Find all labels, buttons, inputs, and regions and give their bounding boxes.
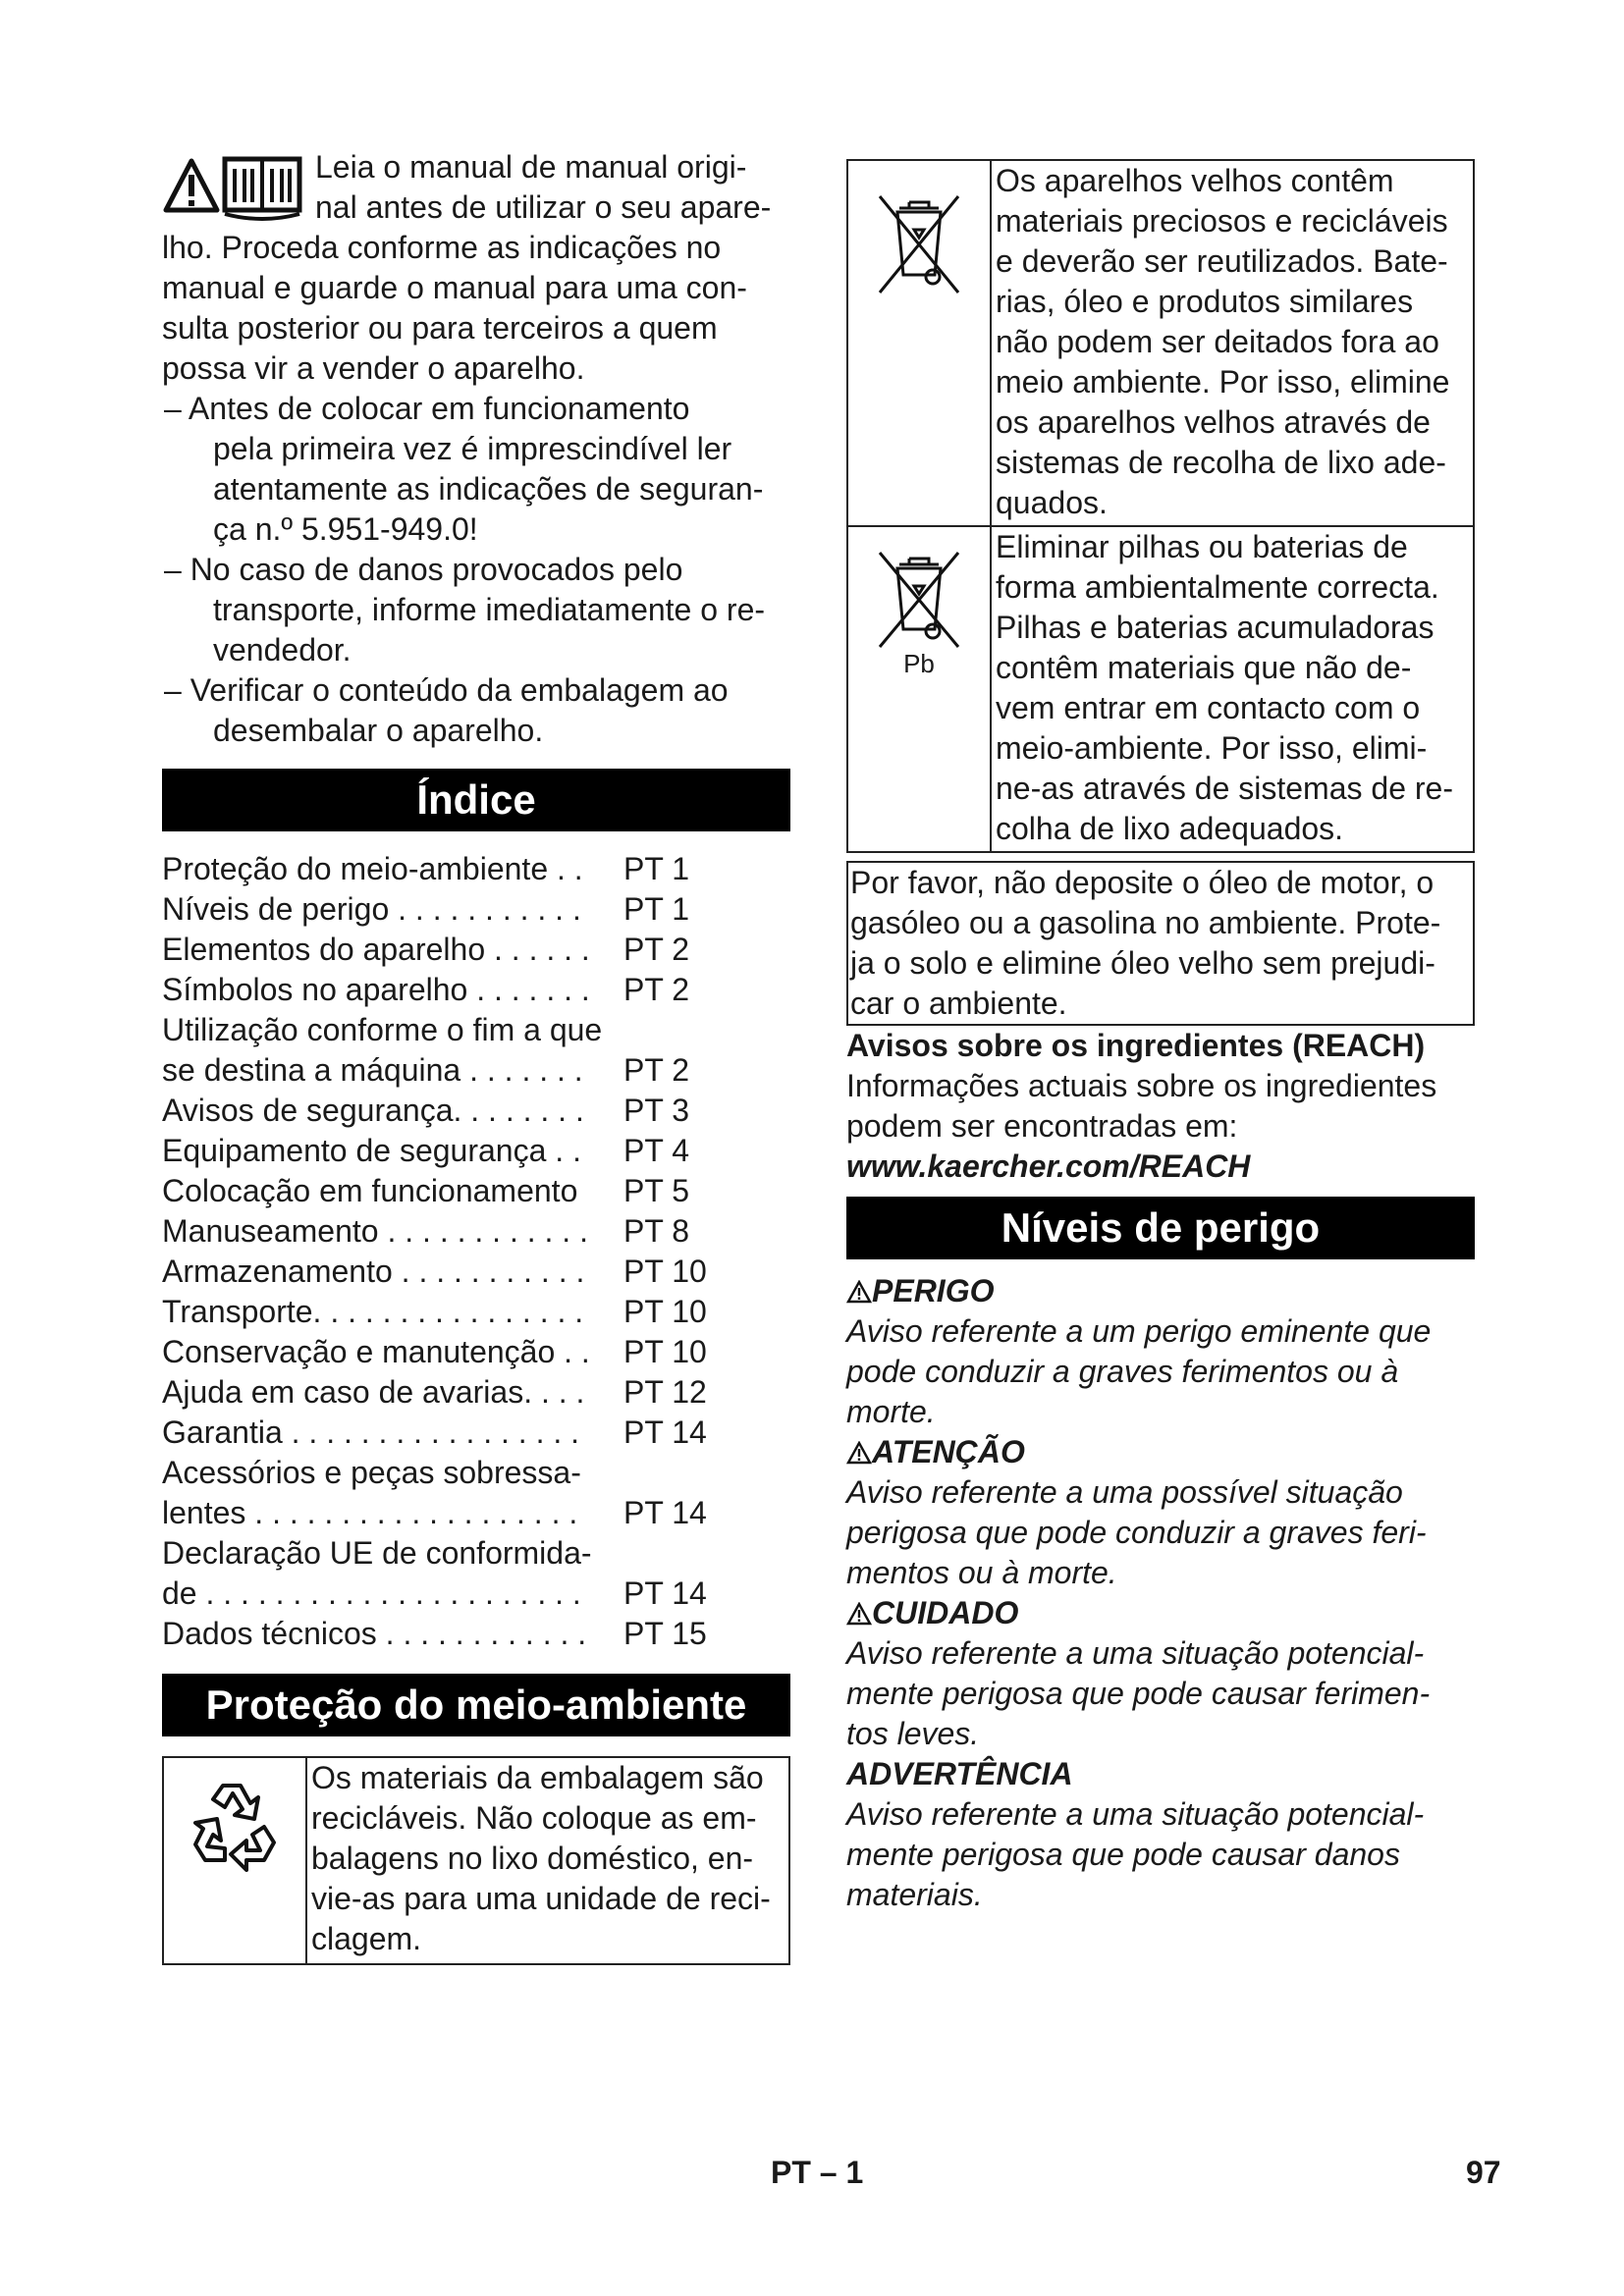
bullet-line: pela primeira vez é imprescindível ler xyxy=(213,431,732,466)
intro-icons xyxy=(162,155,309,224)
intro-line: Leia o manual de manual origi- xyxy=(315,149,747,185)
hazard-level-line: Aviso referente a um perigo eminente que xyxy=(846,1313,1432,1349)
warning-triangle-icon xyxy=(846,1280,872,1304)
toc-title: Equipamento de segurança . . xyxy=(162,1133,581,1168)
indice-heading: Índice xyxy=(162,769,790,831)
toc-entry[interactable] xyxy=(162,1010,790,1050)
toc-entry[interactable] xyxy=(162,1050,790,1091)
bullet-item xyxy=(162,389,790,550)
packaging-line: balagens no lixo doméstico, en- xyxy=(311,1841,754,1876)
bin-icon-cell xyxy=(848,161,992,525)
toc-title: Garantia . . . . . . . . . . . . . . . . . xyxy=(162,1415,580,1450)
hazard-level-name: ATENÇÃO xyxy=(872,1434,1025,1469)
toc-title: Proteção do meio-ambiente . . xyxy=(162,851,583,886)
hazard-level-line: morte. xyxy=(846,1394,936,1429)
hazard-level-line: Aviso referente a uma possível situação xyxy=(846,1474,1403,1510)
toc-entry[interactable] xyxy=(162,1091,790,1131)
bullet-line: – No caso de danos provocados pelo xyxy=(164,552,683,587)
hazard-level-line: Aviso referente a uma situação potencial- xyxy=(846,1796,1425,1832)
hazard-level-title xyxy=(846,1271,1475,1311)
toc-title: Colocação em funcionamento xyxy=(162,1173,578,1208)
toc-title: Níveis de perigo . . . . . . . . . . . xyxy=(162,891,581,927)
intro xyxy=(162,147,790,751)
page-number: 97 xyxy=(1466,2155,1501,2190)
batteries-line: contêm materiais que não de- xyxy=(996,650,1412,685)
oil-line: car o ambiente. xyxy=(850,986,1067,1021)
toc-page: PT 2 xyxy=(623,972,689,1007)
hazard-level-line: mente perigosa que pode causar ferimen- xyxy=(846,1676,1431,1711)
toc-entry[interactable] xyxy=(162,1131,790,1171)
hazard-level-line: materiais. xyxy=(846,1877,983,1912)
old-devices-line: os aparelhos velhos através de xyxy=(996,404,1431,440)
old-devices-line: materiais preciosos e recicláveis xyxy=(996,203,1448,239)
toc-title: Conservação e manutenção . . xyxy=(162,1334,590,1369)
packaging-line: Os materiais da embalagem são xyxy=(311,1760,764,1795)
toc-page: PT 8 xyxy=(623,1213,689,1249)
toc-entry[interactable] xyxy=(162,1211,790,1252)
oil-line: gasóleo ou a gasolina no ambiente. Prote- xyxy=(850,905,1441,940)
hazard-levels xyxy=(846,1271,1475,1915)
hazard-level-line: perigosa que pode conduzir a graves feri- xyxy=(846,1515,1427,1550)
batteries-line: forma ambientalmente correcta. xyxy=(996,569,1439,605)
hazard-level-title xyxy=(846,1593,1475,1633)
bullet-line: – Verificar o conteúdo da embalagem ao xyxy=(164,672,729,708)
packaging-line: vie-as para uma unidade de reci- xyxy=(311,1881,771,1916)
toc-entry[interactable] xyxy=(162,1614,790,1654)
toc-title: Elementos do aparelho . . . . . . xyxy=(162,932,590,967)
toc-title: Avisos de segurança. . . . . . . . xyxy=(162,1093,584,1128)
reach-line: podem ser encontradas em: xyxy=(846,1108,1238,1144)
hazard-level-name: PERIGO xyxy=(872,1273,995,1308)
toc-title: Transporte. . . . . . . . . . . . . . . . xyxy=(162,1294,584,1329)
batteries-line: meio-ambiente. Por isso, elimi- xyxy=(996,730,1428,766)
bullet-line: atentamente as indicações de seguran- xyxy=(213,471,764,507)
packaging-line: recicláveis. Não coloque as em- xyxy=(311,1800,757,1836)
old-devices-line: não podem ser deitados fora ao xyxy=(996,324,1439,359)
toc-page: PT 10 xyxy=(623,1294,707,1329)
packaging-box xyxy=(162,1756,790,1965)
bullet-line: transporte, informe imediatamente o re- xyxy=(213,592,766,627)
toc-page: PT 14 xyxy=(623,1495,707,1530)
toc-entry[interactable] xyxy=(162,1413,790,1453)
toc-entry[interactable] xyxy=(162,1332,790,1372)
hazard-level-title xyxy=(846,1432,1475,1472)
recycle-icon xyxy=(186,1776,284,1874)
toc-title: de . . . . . . . . . . . . . . . . . . . . . . xyxy=(162,1575,581,1611)
hazard-level-title xyxy=(846,1754,1475,1794)
hazard-level-line: Aviso referente a uma situação potencial- xyxy=(846,1635,1425,1671)
intro-line: nal antes de utilizar o seu apare- xyxy=(315,189,772,225)
toc-page: PT 10 xyxy=(623,1334,707,1369)
warning-triangle-icon xyxy=(846,1441,872,1465)
toc-page: PT 1 xyxy=(623,891,689,927)
disposal-table xyxy=(846,159,1475,853)
recycle-icon-cell xyxy=(164,1758,307,1963)
bullet-item xyxy=(162,550,790,670)
toc-entry[interactable] xyxy=(162,889,790,930)
toc-title: Utilização conforme o fim a que xyxy=(162,1012,603,1047)
toc-title: Armazenamento . . . . . . . . . . . xyxy=(162,1254,585,1289)
toc-page: PT 5 xyxy=(623,1173,689,1208)
warning-triangle-icon xyxy=(846,1602,872,1626)
toc-page: PT 1 xyxy=(623,851,689,886)
toc-entry[interactable] xyxy=(162,1292,790,1332)
toc-entry[interactable] xyxy=(162,1533,790,1574)
toc-entry[interactable] xyxy=(162,930,790,970)
footer-section xyxy=(771,2155,863,2191)
right-column xyxy=(846,159,1475,1915)
toc-page: PT 2 xyxy=(623,1052,689,1088)
oil-line: Por favor, não deposite o óleo de motor, o xyxy=(850,865,1435,900)
toc-page: PT 15 xyxy=(623,1616,707,1651)
protecao-heading: Proteção do meio-ambiente xyxy=(162,1674,790,1736)
intro-line: sulta posterior ou para terceiros a quem xyxy=(162,310,718,346)
batteries-line: Pilhas e baterias acumuladoras xyxy=(996,610,1435,645)
old-devices-text xyxy=(992,161,1473,525)
batteries-line: ne-as através de sistemas de re- xyxy=(996,771,1453,806)
toc-entry[interactable] xyxy=(162,849,790,889)
toc-title: Símbolos no aparelho . . . . . . . xyxy=(162,972,590,1007)
old-devices-line: Os aparelhos velhos contêm xyxy=(996,163,1394,198)
bullet-line: – Antes de colocar em funcionamento xyxy=(164,391,690,426)
old-devices-line: rias, óleo e produtos similares xyxy=(996,284,1414,319)
toc-page: PT 4 xyxy=(623,1133,689,1168)
toc-entry[interactable] xyxy=(162,1372,790,1413)
bullet-line: desembalar o aparelho. xyxy=(213,713,544,748)
bullet-line: ça n.º 5.951-949.0! xyxy=(213,511,478,547)
hazard-level-line: mentos ou à morte. xyxy=(846,1555,1117,1590)
old-devices-line: meio ambiente. Por isso, elimine xyxy=(996,364,1450,400)
bullet-line: vendedor. xyxy=(213,632,352,667)
oil-notice-box xyxy=(846,861,1475,1026)
hazard-level-line: pode conduzir a graves ferimentos ou à xyxy=(846,1354,1399,1389)
toc-title: lentes . . . . . . . . . . . . . . . . . . . xyxy=(162,1495,578,1530)
crossed-battery-bin-icon xyxy=(870,551,968,649)
toc-entry[interactable] xyxy=(162,1171,790,1211)
niveis-heading: Níveis de perigo xyxy=(846,1197,1475,1259)
footer-section-code: PT xyxy=(771,2155,811,2190)
intro-line: manual e guarde o manual para uma con- xyxy=(162,270,747,305)
reach-text xyxy=(846,1066,1475,1147)
intro-line: possa vir a vender o aparelho. xyxy=(162,350,585,386)
packaging-line: clagem. xyxy=(311,1921,422,1956)
intro-bullets xyxy=(162,389,790,751)
reach-title: Avisos sobre os ingredientes (REACH) xyxy=(846,1028,1426,1063)
left-column xyxy=(162,147,790,1965)
old-devices-line: e deverão ser reutilizados. Bate- xyxy=(996,243,1448,279)
toc-entry[interactable] xyxy=(162,1252,790,1292)
hazard-level-line: mente perigosa que pode causar danos xyxy=(846,1837,1400,1872)
hazard-level-name: CUIDADO xyxy=(872,1595,1019,1630)
toc-entry[interactable] xyxy=(162,970,790,1010)
oil-line: ja o solo e elimine óleo velho sem prejudi- xyxy=(850,945,1435,981)
battery-bin-icon-cell xyxy=(848,527,992,851)
toc-page: PT 14 xyxy=(623,1415,707,1450)
reach-line: Informações actuais sobre os ingredientes xyxy=(846,1068,1437,1103)
table-of-contents xyxy=(162,849,790,1654)
toc-title: Declaração UE de conformida- xyxy=(162,1535,592,1571)
toc-page: PT 10 xyxy=(623,1254,707,1289)
old-devices-row xyxy=(848,161,1473,525)
toc-title: Manuseamento . . . . . . . . . . . . xyxy=(162,1213,588,1249)
reach-url[interactable]: www.kaercher.com/REACH xyxy=(846,1148,1251,1184)
batteries-line: Eliminar pilhas ou baterias de xyxy=(996,529,1408,564)
batteries-row xyxy=(848,525,1473,851)
hazard-level-name: ADVERTÊNCIA xyxy=(846,1756,1073,1791)
footer-sep: – 1 xyxy=(819,2155,864,2190)
crossed-bin-icon xyxy=(870,190,968,298)
batteries-text xyxy=(992,527,1473,851)
pb-label: Pb xyxy=(903,649,935,678)
toc-entry[interactable] xyxy=(162,1493,790,1533)
toc-entry[interactable] xyxy=(162,1574,790,1614)
packaging-text xyxy=(307,1758,788,1963)
toc-entry[interactable] xyxy=(162,1453,790,1493)
toc-page: PT 2 xyxy=(623,932,689,967)
toc-title: se destina a máquina . . . . . . . xyxy=(162,1052,583,1088)
bullet-item xyxy=(162,670,790,751)
warning-manual-icon xyxy=(162,155,309,224)
toc-page: PT 12 xyxy=(623,1374,707,1410)
hazard-level-line: tos leves. xyxy=(846,1716,980,1751)
toc-title: Acessórios e peças sobressa- xyxy=(162,1455,581,1490)
old-devices-line: sistemas de recolha de lixo ade- xyxy=(996,445,1446,480)
batteries-line: colha de lixo adequados. xyxy=(996,811,1344,846)
toc-page: PT 3 xyxy=(623,1093,689,1128)
intro-line: lho. Proceda conforme as indicações no xyxy=(162,230,722,265)
batteries-line: vem entrar em contacto com o xyxy=(996,690,1421,725)
toc-title: Ajuda em caso de avarias. . . . xyxy=(162,1374,585,1410)
toc-title: Dados técnicos . . . . . . . . . . . . xyxy=(162,1616,587,1651)
toc-page: PT 14 xyxy=(623,1575,707,1611)
old-devices-line: quados. xyxy=(996,485,1108,520)
